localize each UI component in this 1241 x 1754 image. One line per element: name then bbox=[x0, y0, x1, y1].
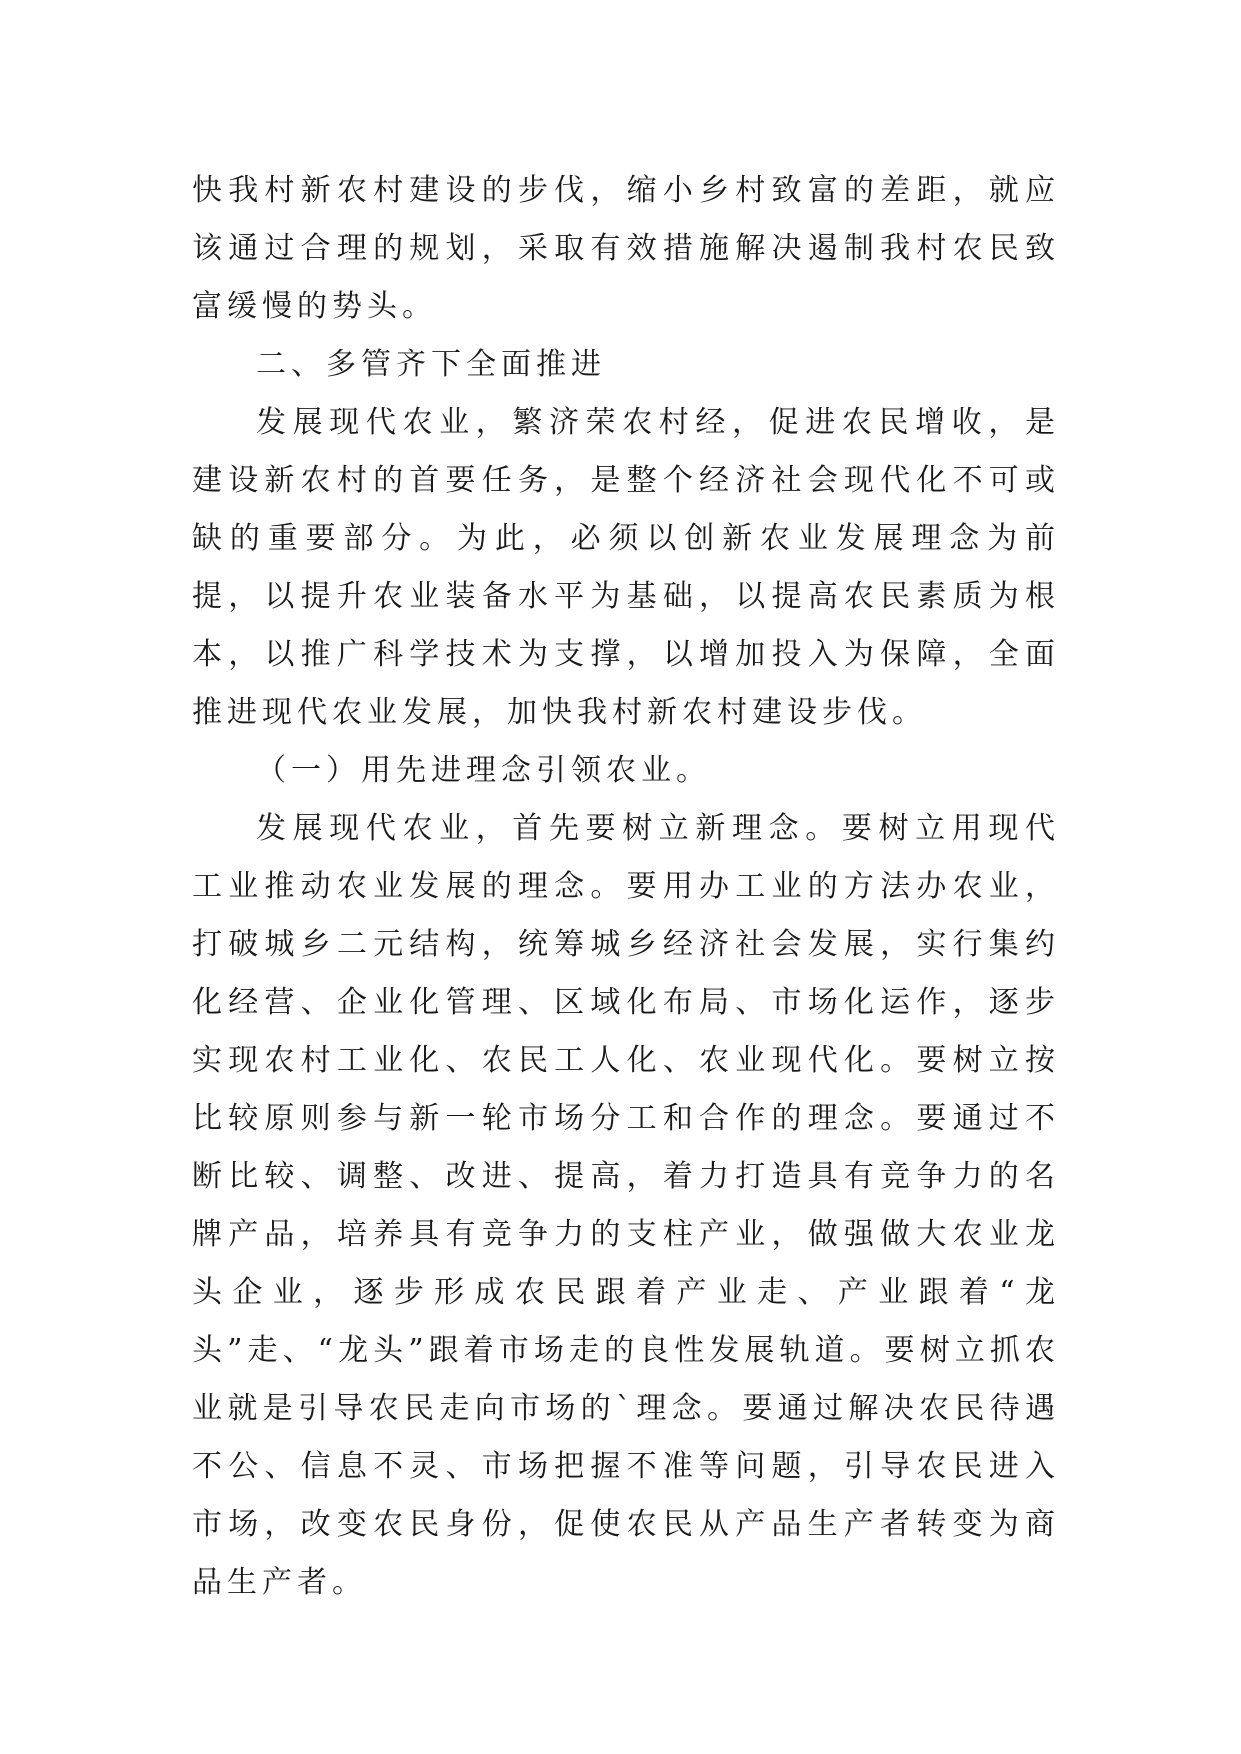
paragraph-modern-agriculture: 发展现代农业，繁济荣农村经，促进农民增收，是建设新农村的首要任务，是整个经济社会现代化不可或缺的重要部分。为此，必须以创新农业发展理念为前提，以提升农业装备水平为基础，以提高农民素质为根本，以推广科学技术为支撑，以增加投入为保障，全面推进现代农业发展，加快我村新农村建设步伐。 bbox=[192, 405, 1060, 730]
paragraph-new-concepts: 发展现代农业，首先要树立新理念。要树立用现代工业推动农业发展的理念。要用办工业的方法办农业，打破城乡二元结构，统筹城乡经济社会发展，实行集约化经营、企业化管理、区域化布局、市场化运作，逐步实现农村工业化、农民工人化、农业现代化。要树立按比较原则参与新一轮市场分工和合作的理念。要通过不断比较、调整、改进、提高，着力打造具有竞争力的名牌产品，培养具有竞争力的支柱产业，做强做大农业龙头企业，逐步形成农民跟着产业走、产业跟着“龙头”走、“龙头”跟着市场走的良性发展轨道。要树立抓农业就是引导农民走向市场的`理念。要通过解决农民待遇不公、信息不灵、市场把握不准等问题，引导农民进入市场，改变农民身份，促使农民从产品生产者转变为商品生产者。 bbox=[192, 811, 1060, 1600]
paragraph-continuation: 快我村新农村建设的步伐，缩小乡村致富的差距，就应该通过合理的规划，采取有效措施解决遏制我村农民致富缓慢的势头。 bbox=[192, 173, 1060, 324]
document-body bbox=[192, 162, 1060, 1612]
subsection-heading-1: （一）用先进理念引领农业。 bbox=[256, 753, 711, 788]
section-heading-2: 二、多管齐下全面推进 bbox=[256, 347, 606, 382]
